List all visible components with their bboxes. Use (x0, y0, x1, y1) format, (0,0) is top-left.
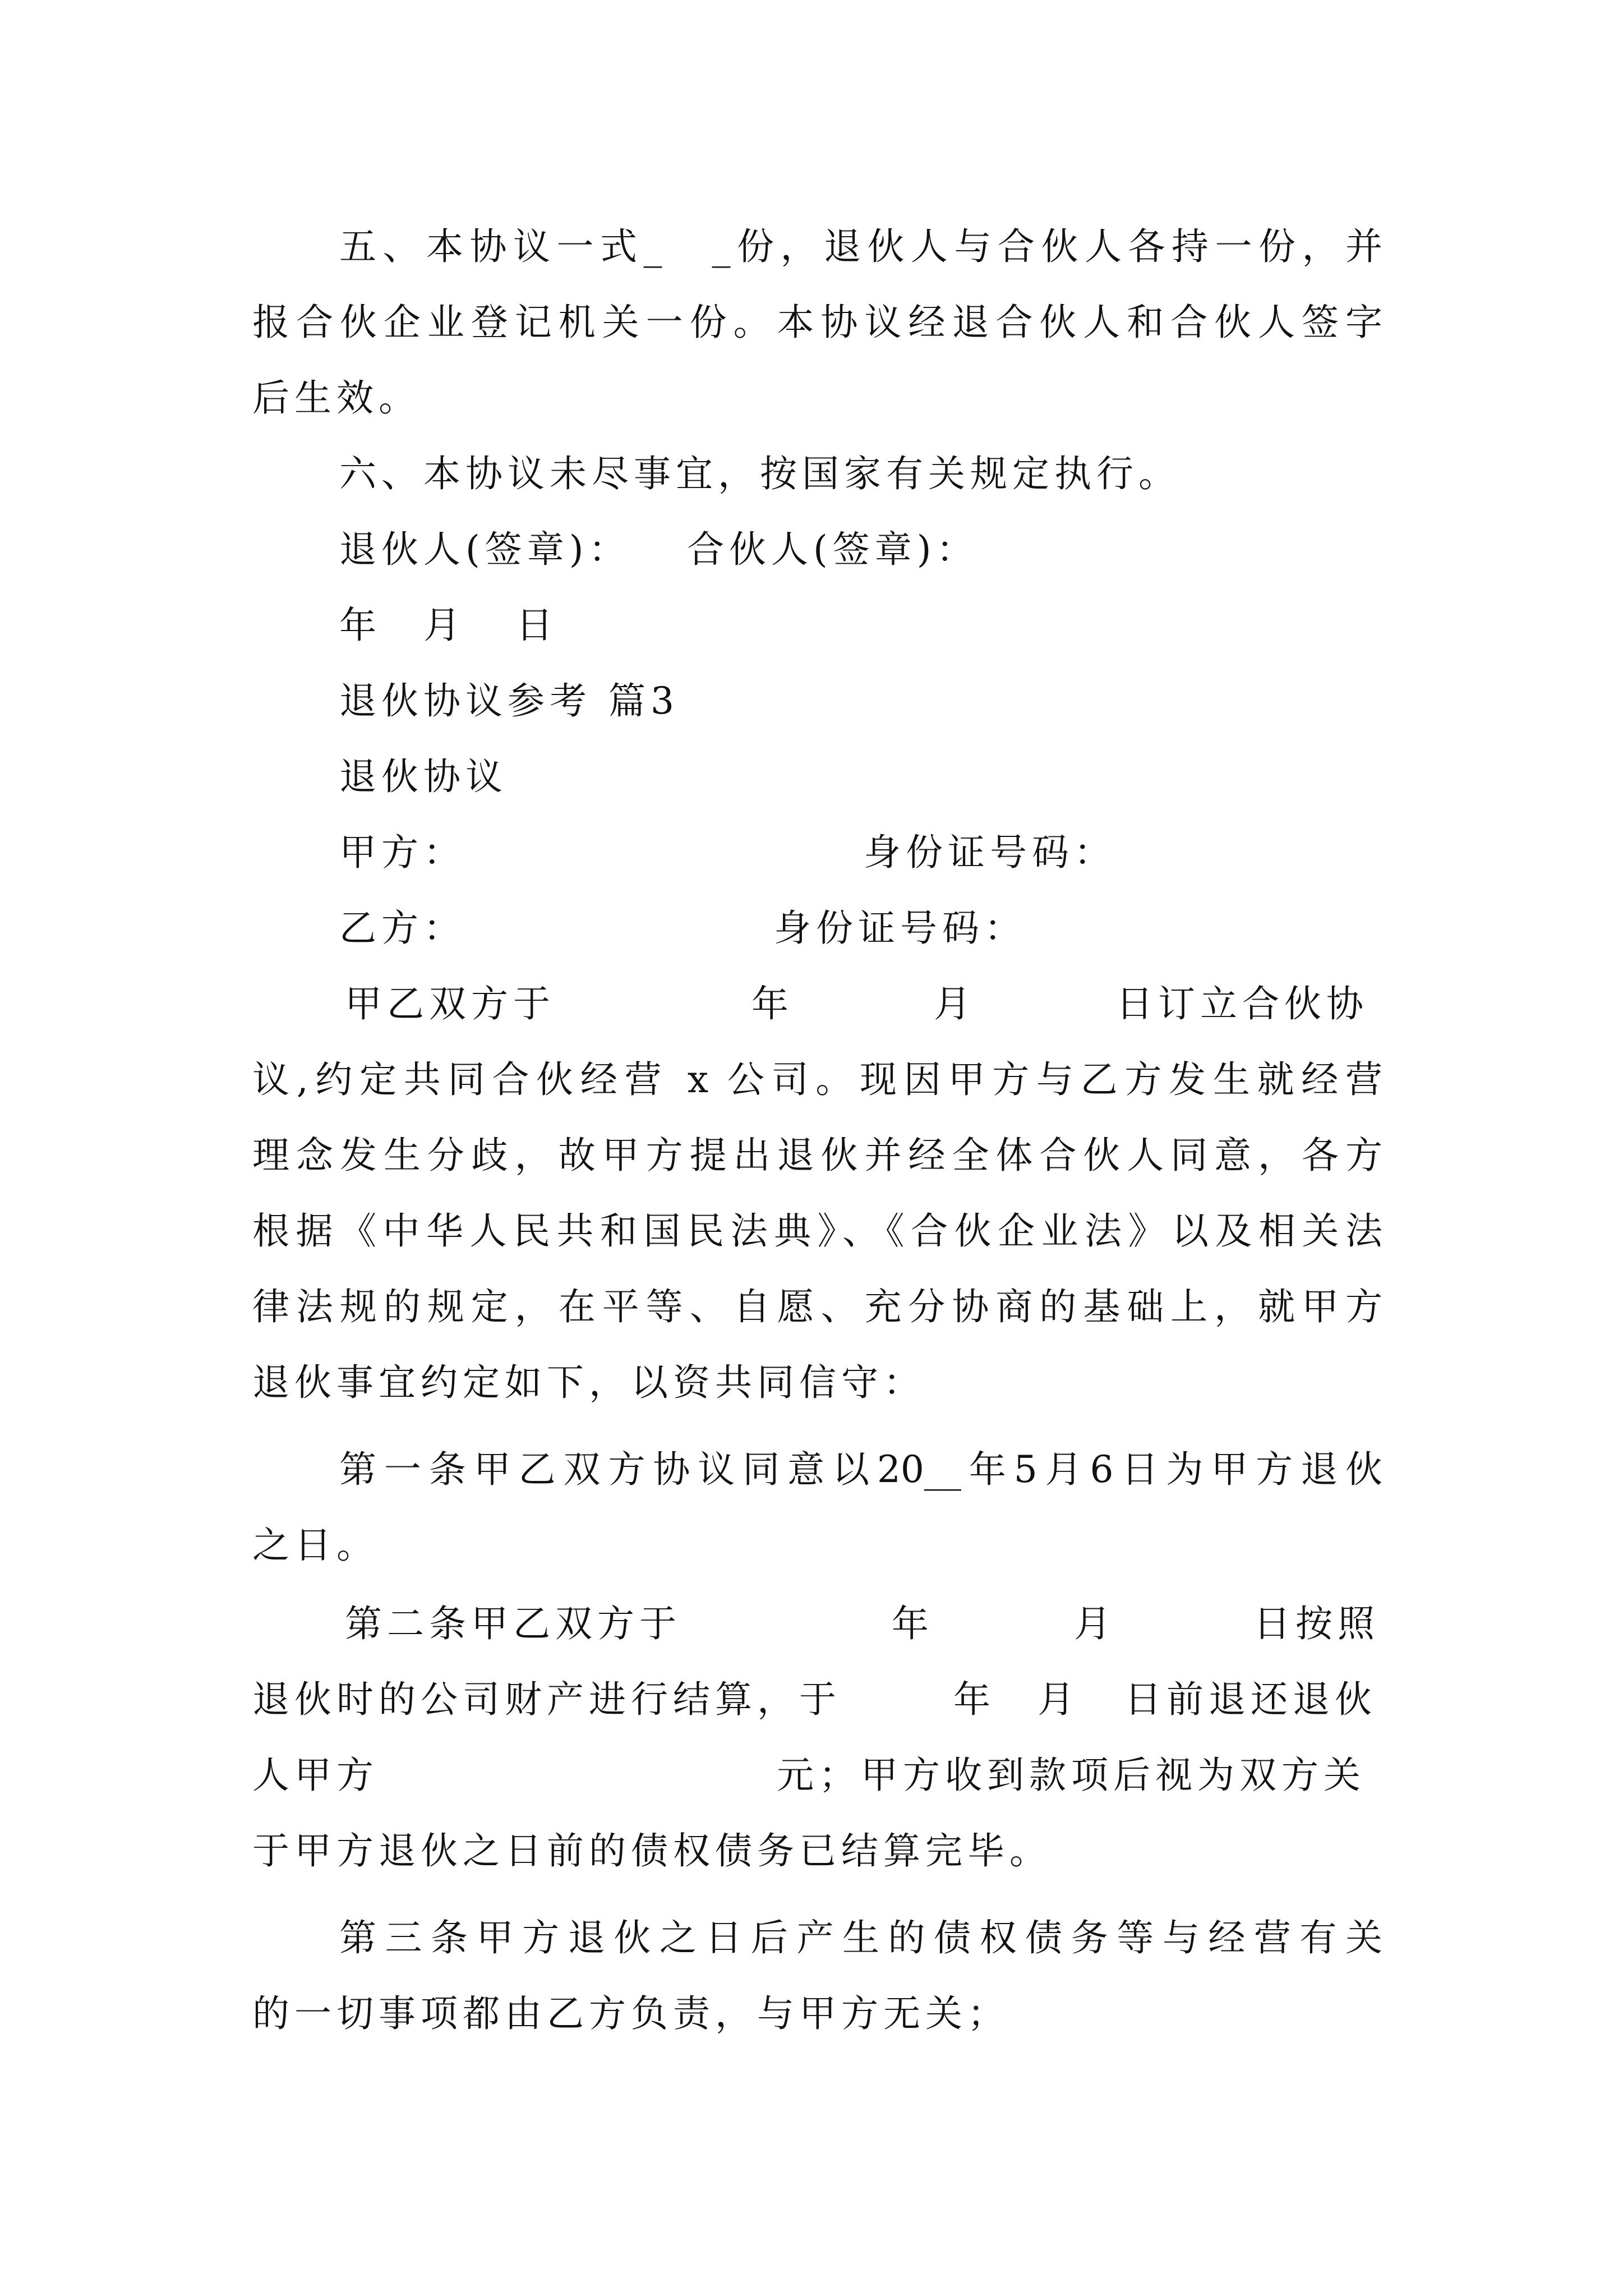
intro-line-6: 退伙事宜约定如下，以资共同信守： (252, 1361, 925, 1404)
art2-l2-c: 月 (1038, 1678, 1080, 1721)
section-title: 退伙协议参考 篇3 (339, 679, 679, 723)
art2-l2-b: 年 (953, 1678, 995, 1721)
para-5-line-2: 报合伙企业登记机关一份。本协议经退合伙人和合伙人签字 (252, 301, 1382, 344)
signature-right: 合伙人(签章)： (687, 528, 979, 571)
art2-l3-a: 人甲方 (252, 1754, 379, 1797)
art2-l3-b: 元；甲方收到款项后视为双方关 (777, 1754, 1366, 1797)
art2-l2-d: 日前退还退伙 (1124, 1678, 1377, 1721)
intro-l1-a: 甲乙双方于 (345, 982, 555, 1025)
signature-left: 退伙人(签章)： (339, 528, 631, 571)
article-1-line-1: 第一条甲乙双方协议同意以20__年5月6日为甲方退伙 (339, 1448, 1382, 1491)
article-2-line-4: 于甲方退伙之日前的债权债务已结算完毕。 (252, 1829, 1052, 1872)
date-row (339, 603, 900, 648)
document-title: 退伙协议 (339, 755, 508, 798)
party-a-label: 甲方： (339, 831, 465, 874)
article-2-line-2 (252, 1677, 1382, 1722)
art2-l2-a: 退伙时的公司财产进行结算，于 (252, 1678, 841, 1721)
party-b-row (339, 906, 1461, 951)
party-b-label: 乙方： (339, 907, 465, 950)
article-2-line-3 (252, 1753, 1382, 1798)
party-b-id-label: 身份证号码： (774, 907, 1026, 950)
article-1-line-2: 之日。 (252, 1524, 379, 1567)
art2-l1-b: 年 (892, 1602, 934, 1645)
date-day: 日 (516, 604, 558, 647)
intro-line-5: 律法规的规定，在平等、自愿、充分协商的基础上，就甲方 (252, 1285, 1382, 1328)
art2-l1-d: 日按照 (1253, 1602, 1380, 1645)
party-a-id-label: 身份证号码： (864, 831, 1116, 874)
article-3-line-2: 的一切事项都由乙方负责，与甲方无关； (252, 1992, 1009, 2035)
art2-l1-c: 月 (1074, 1602, 1116, 1645)
intro-l1-b: 年 (751, 982, 794, 1025)
date-month: 月 (423, 604, 465, 647)
party-a-row (339, 830, 1461, 875)
date-year: 年 (339, 604, 381, 647)
article-3-line-1: 第三条甲方退伙之日后产生的债权债务等与经营有关 (339, 1916, 1382, 1959)
signature-row (339, 527, 1461, 572)
intro-line-1 (345, 982, 1382, 1027)
art2-l1-a: 第二条甲乙双方于 (345, 1602, 681, 1645)
article-2-line-1 (345, 1602, 1382, 1646)
para-6: 六、本协议未尽事宜，按国家有关规定执行。 (339, 452, 1181, 495)
intro-line-2: 议,约定共同合伙经营 x 公司。现因甲方与乙方发生就经营 (252, 1058, 1382, 1101)
intro-line-3: 理念发生分歧，故甲方提出退伙并经全体合伙人同意，各方 (252, 1134, 1382, 1177)
intro-line-4: 根据《中华人民共和国民法典》、《合伙企业法》以及相关法 (252, 1209, 1382, 1253)
para-5-line-3: 后生效。 (252, 376, 421, 420)
para-5-line-1: 五、本协议一式_ _份，退伙人与合伙人各持一份，并 (339, 225, 1382, 268)
intro-l1-c: 月 (934, 982, 976, 1025)
intro-l1-d: 日订立合伙协 (1116, 982, 1368, 1025)
